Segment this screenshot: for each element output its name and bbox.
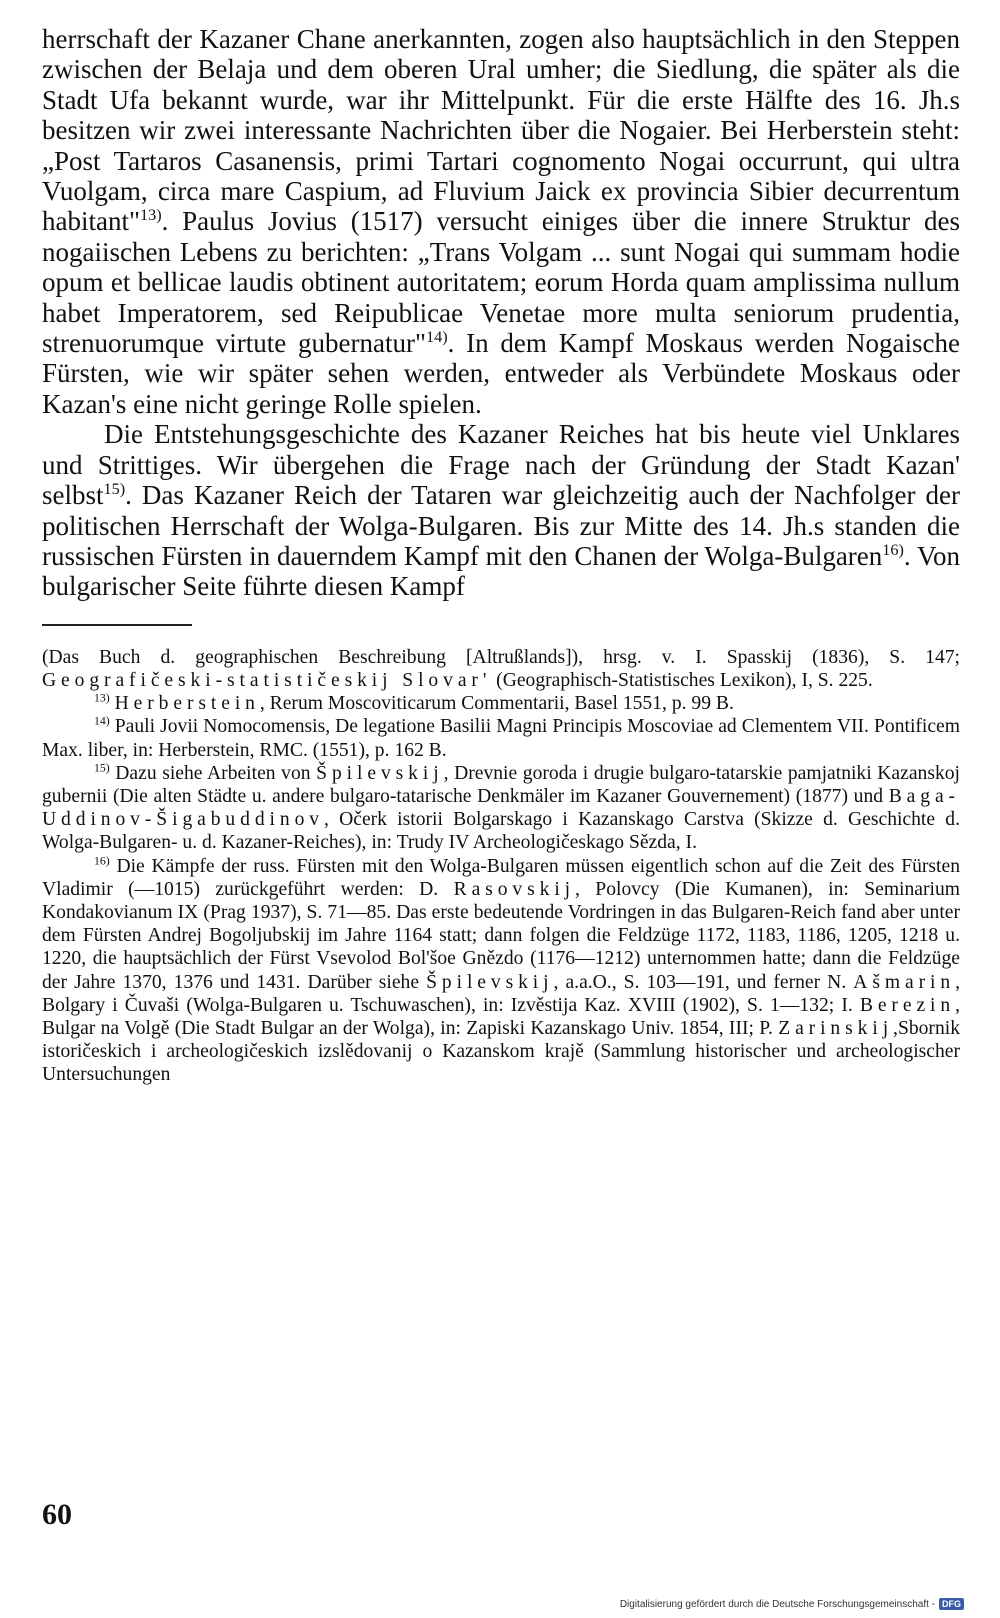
digitization-notice-text: Digitalisierung gefördert durch die Deutsche Forschungsgemeinschaft - [619, 1598, 935, 1610]
footnote-14: $^{14)}$ Pauli Jovii Nomocomensis, De legatione Basilii Magni Principis Moscoviae ad Clementem VII. Pontificem Max. liber, in: Herberstein, RMC. (1551), p. 162 B. [42, 714, 960, 761]
digitization-notice [620, 1598, 964, 1610]
footnote-ref-15: 15) [103, 480, 126, 499]
footnote-ref-16: 16) [882, 540, 904, 559]
footnotes [42, 646, 960, 1087]
footnote-15: $^{15)}$ Dazu siehe Arbeiten von Špilevskij, Drevnie goroda i drugie bulgaro-tatarskie pamjatniki Kazanskoj gubernii (Die alten Städte u. andere bulgaro-tatarische Denkmäler im Kazaner Gouvernement) (1877) und Baga-Uddinov-Šigabuddinov, Očerk istorii Bolgarskago i Kazanskago Carstva (Skizze d. Geschichte d. Wolga-Bulgaren- u. d. Kazaner-Reiches), in: Trudy IV Archeologičeskago Sězda, I. [42, 761, 960, 854]
footnote-13: $^{13)}$ Herberstein, Rerum Moscoviticarum Commentarii, Basel 1551, p. 99 B. [94, 691, 734, 715]
footnote-continuation: (Das Buch d. geographischen Beschreibung [Altrußlands]), hrsg. v. I. Spasskij (1836), S. 147; Geografičeski-statističeskij Slovar' (Geographisch-Statistisches Lexikon), I, S. 225. [42, 646, 960, 691]
paragraph-1: herrschaft der Kazaner Chane anerkannten, zogen also hauptsächlich in den Steppen zwischen der Belaja und dem oberen Ural umher; die Siedlung, die später als die Stadt Ufa bekannt wurde, war ihr Mittelpunkt. Für die erste Hälfte des 16. Jh.s besitzen wir zwei interessante Nachrichten über die Nogaier. Bei Herberstein steht: „Post Tartaros Casanensis, primi Tartari cognomento Nogai occurrunt, qui ultra Vuolgam, circa mare Caspium, ad Fluvium Jaick ex provincia Sibier decurrentum habitant"$^{13)}$. Paulus Jovius (1517) versucht einiges über die innere Struktur des nogaiischen Lebens zu berichten: „Trans Volgam ... sunt Nogai qui summam hodie opum et bellicae laudis obtinent autoritatem; eorum Horda quam amplissima nullum habet Imperatorem, sed Reipublicae Venetae more multa seniorum prudentia, strenuorumque virtute gubernatur"$^{14)}$. In dem Kampf Moskaus werden Nogaische Fürsten, wie wir später sehen werden, entweder als Verbündete Moskaus oder Kazan's eine nicht geringe Rolle spielen. [42, 24, 960, 419]
paragraph-2: Die Entstehungsgeschichte des Kazaner Reiches hat bis heute viel Unklares und Strittiges. Wir übergehen die Frage nach der Gründung der Stadt Kazan' selbst$^{15)}$. Das Kazaner Reich der Tataren war gleichzeitig auch der Nachfolger der politischen Herrschaft der Wolga-Bulgaren. Bis zur Mitte des 14. Jh.s standen die russischen Fürsten in dauerndem Kampf mit den Chanen der Wolga-Bulgaren$^{16)}$. Von bulgarischer Seite führte diesen Kampf [42, 419, 961, 602]
footnote-16: $^{16)}$ Die Kämpfe der russ. Fürsten mit den Wolga-Bulgaren müssen eigentlich schon auf die Zeit des Fürsten Vladimir (—1015) zurückgeführt werden: D. Rasovskij, Polovcy (Die Kumanen), in: Seminarium Kondakovianum IX (Prag 1937), S. 71—85. Das erste bedeutende Vordringen in das Bulgaren-Reich fand aber unter dem Fürsten Andrej Bogoljubskij im Jahre 1164 statt; dann folgen die Feldzüge 1172, 1183, 1186, 1205, 1218 u. 1220, die hauptsächlich der Fürst Vsevolod Bol'šoe Gnězdo (1176—1212) unternommen hatte; dann die Feldzüge der Jahre 1370, 1376 und 1431. Darüber siehe Špilevskij, a.a.O., S. 103—191, und ferner N. Ašmarin, Bolgary i Čuvaši (Wolga-Bulgaren u. Tschuwaschen), in: Izvěstija Kaz. XVIII (1902), S. 1—132; I. Berezin, Bulgar na Volgě (Die Stadt Bulgar an der Wolga), in: Zapiski Kazanskago Univ. 1854, III; P. Zarinskij,Sbornik istoričeskich i archeologičeskich izslědovanij o Kazanskom krajě (Sammlung historischer und archeologischer Untersuchungen [42, 854, 960, 1086]
footnote-ref-13: 13) [140, 206, 162, 225]
document-page [42, 24, 960, 1584]
page-number: 60 [42, 1498, 72, 1531]
dfg-logo: DFG [939, 1598, 964, 1610]
body-text [42, 24, 960, 602]
footnote-divider [42, 624, 192, 626]
footnote-ref-14: 14) [426, 328, 448, 347]
